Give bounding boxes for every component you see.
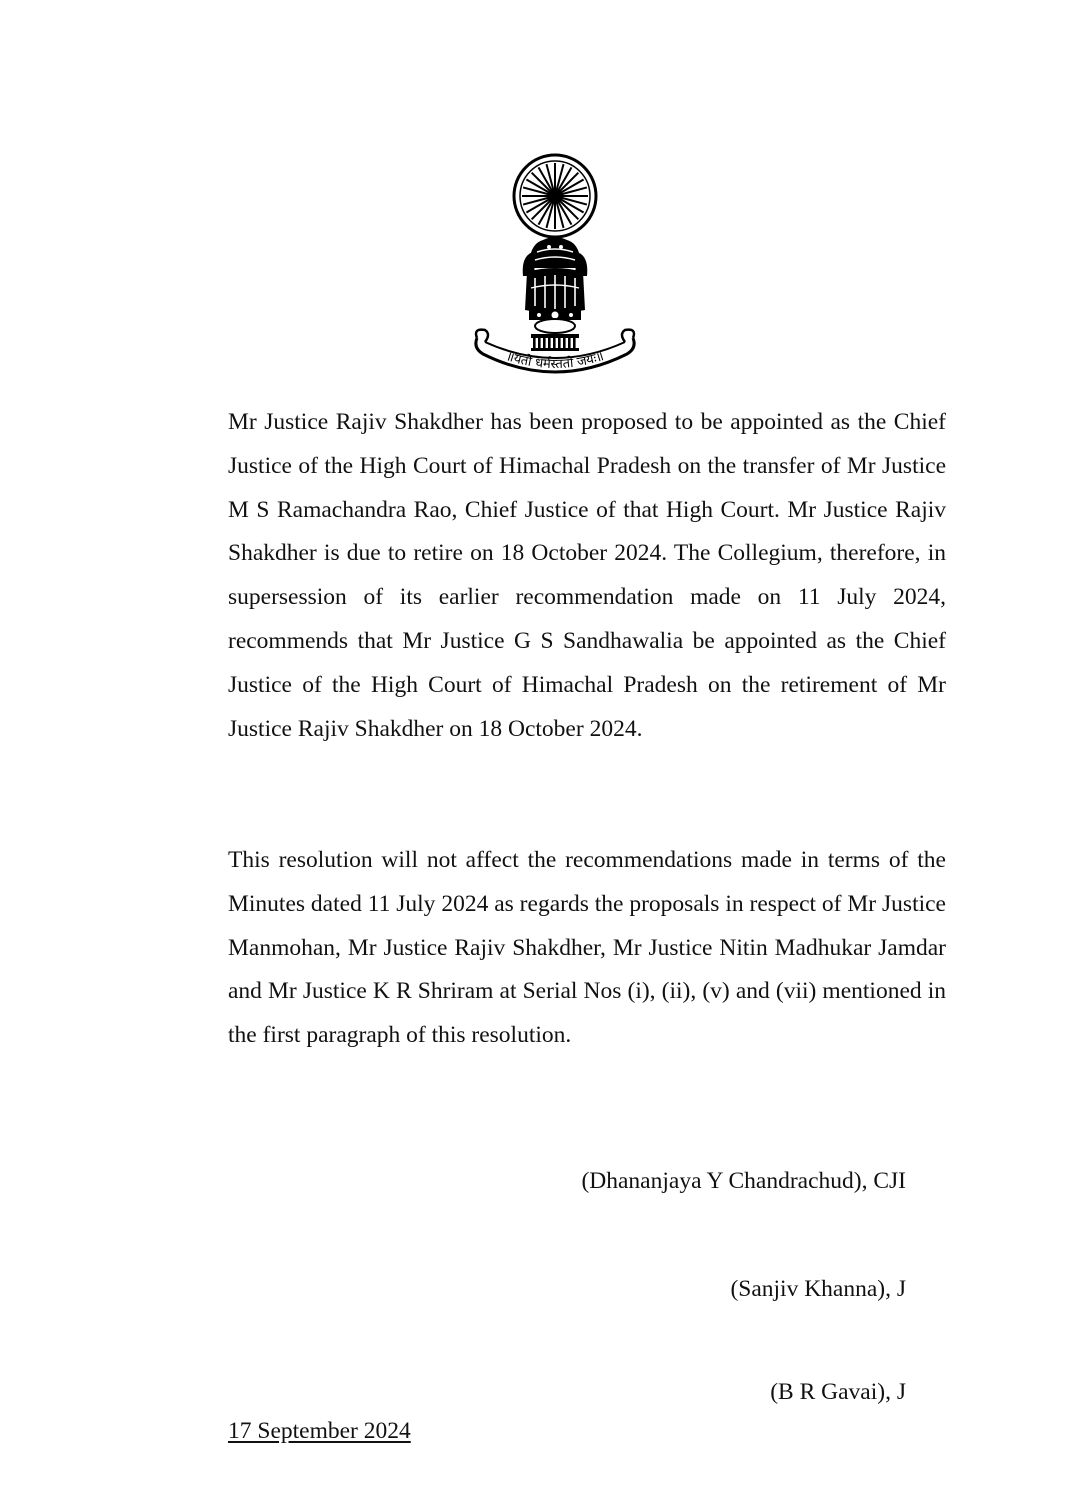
signatory-judge-2: (Sanjiv Khanna), J (730, 1276, 906, 1302)
ashoka-chakra-icon (514, 155, 596, 237)
supreme-court-emblem (469, 152, 641, 384)
resolution-paragraph-2: This resolution will not affect the recommendations made in terms of the Minutes dated 11 July 2024 as regards the proposals in respect of Mr Justice Manmohan, Mr Justice Rajiv Shakdher, Mr Justice Nitin Madhukar Jamdar and Mr Justice K R Shriram at Serial Nos (i), (ii), (v) and (vii) mentioned in the first paragraph of this resolution. (228, 847, 946, 1049)
resolution-paragraph-1: Mr Justice Rajiv Shakdher has been proposed to be appointed as the Chief Justice of the High Court of Himachal Pradesh on the transfer of Mr Justice M S Ramachandra Rao, Chief Justice of that High Court. Mr Justice Rajiv Shakdher is due to retire on 18 October 2024. The Collegium, therefore, in supersession of its earlier recommendation made on 11 July 2024, recommends that Mr Justice G S Sandhawalia be appointed as the Chief Justice of the High Court of Himachal Pradesh on the retirement of Mr Justice Rajiv Shakdher on 18 October 2024. (228, 409, 946, 742)
signatory-judge-3: (B R Gavai), J (770, 1379, 906, 1405)
lion-capital-icon (523, 237, 588, 351)
emblem-motto: ॥यतो धर्मस्ततो जयः॥ (504, 349, 606, 373)
resolution-date: 17 September 2024 (228, 1418, 411, 1444)
signatory-cji: (Dhananjaya Y Chandrachud), CJI (581, 1168, 906, 1194)
